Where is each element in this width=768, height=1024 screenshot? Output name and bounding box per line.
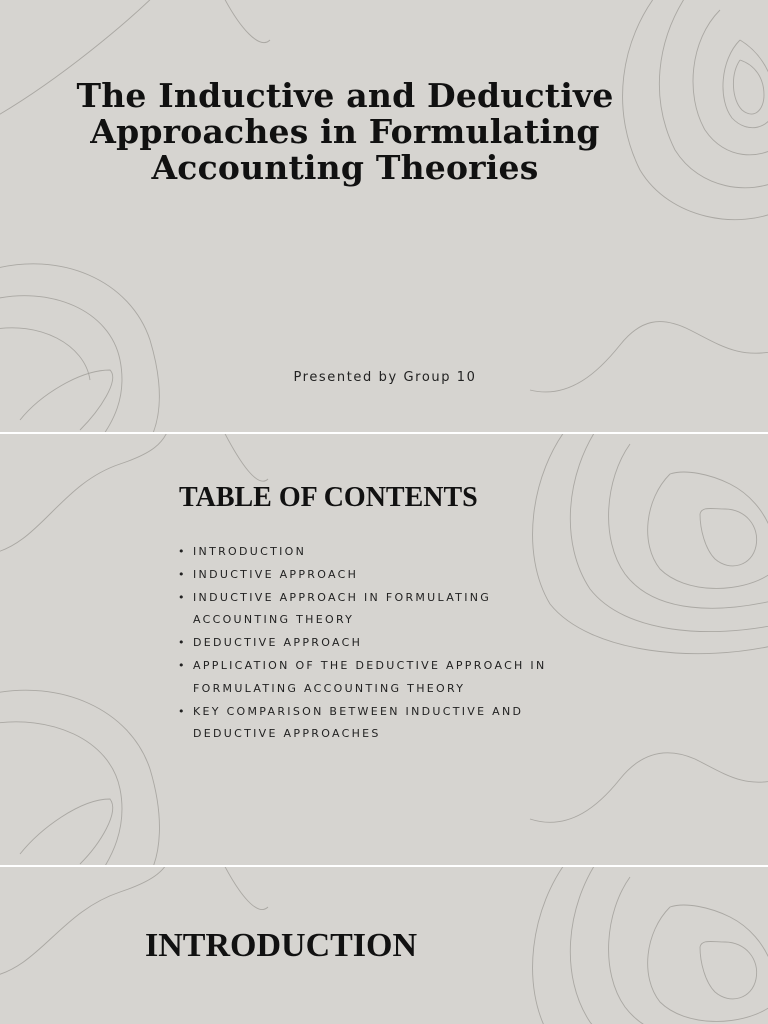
toc-item: [178, 632, 558, 655]
contour-decoration: [0, 0, 768, 432]
presenter-subtitle: Presented by Group 10: [293, 370, 477, 385]
toc-item: [178, 701, 558, 747]
toc-item-label: INDUCTIVE APPROACH IN FORMULATING ACCOUNTING THEORY: [193, 590, 492, 627]
toc-item-label: INDUCTIVE APPROACH: [193, 567, 359, 581]
toc-item: [178, 564, 558, 587]
bullet-icon: •: [178, 658, 187, 672]
bullet-icon: •: [178, 545, 187, 558]
toc-item: [178, 655, 558, 701]
intro-slide: [0, 867, 768, 1024]
toc-item: [178, 587, 558, 633]
toc-item-label: DEDUCTIVE APPROACH: [193, 636, 363, 650]
toc-item: [178, 541, 558, 564]
title-slide: [0, 0, 768, 432]
introduction-heading: INTRODUCTION: [145, 927, 418, 964]
presentation-title: The Inductive and Deductive Approaches in Formulating Accounting Theories: [76, 76, 614, 187]
bullet-icon: •: [178, 590, 187, 604]
toc-slide: [0, 434, 768, 865]
toc-list: [178, 541, 558, 746]
toc-item-label: KEY COMPARISON BETWEEN INDUCTIVE AND DEDUCTIVE APPROACHES: [193, 704, 524, 741]
toc-item-label: APPLICATION OF THE DEDUCTIVE APPROACH IN FORMULATING ACCOUNTING THEORY: [193, 658, 547, 695]
toc-item-label: INTRODUCTION: [193, 545, 307, 558]
bullet-icon: •: [178, 704, 187, 718]
bullet-icon: •: [178, 567, 187, 581]
bullet-icon: •: [178, 636, 187, 650]
toc-heading: TABLE OF CONTENTS: [179, 482, 478, 513]
